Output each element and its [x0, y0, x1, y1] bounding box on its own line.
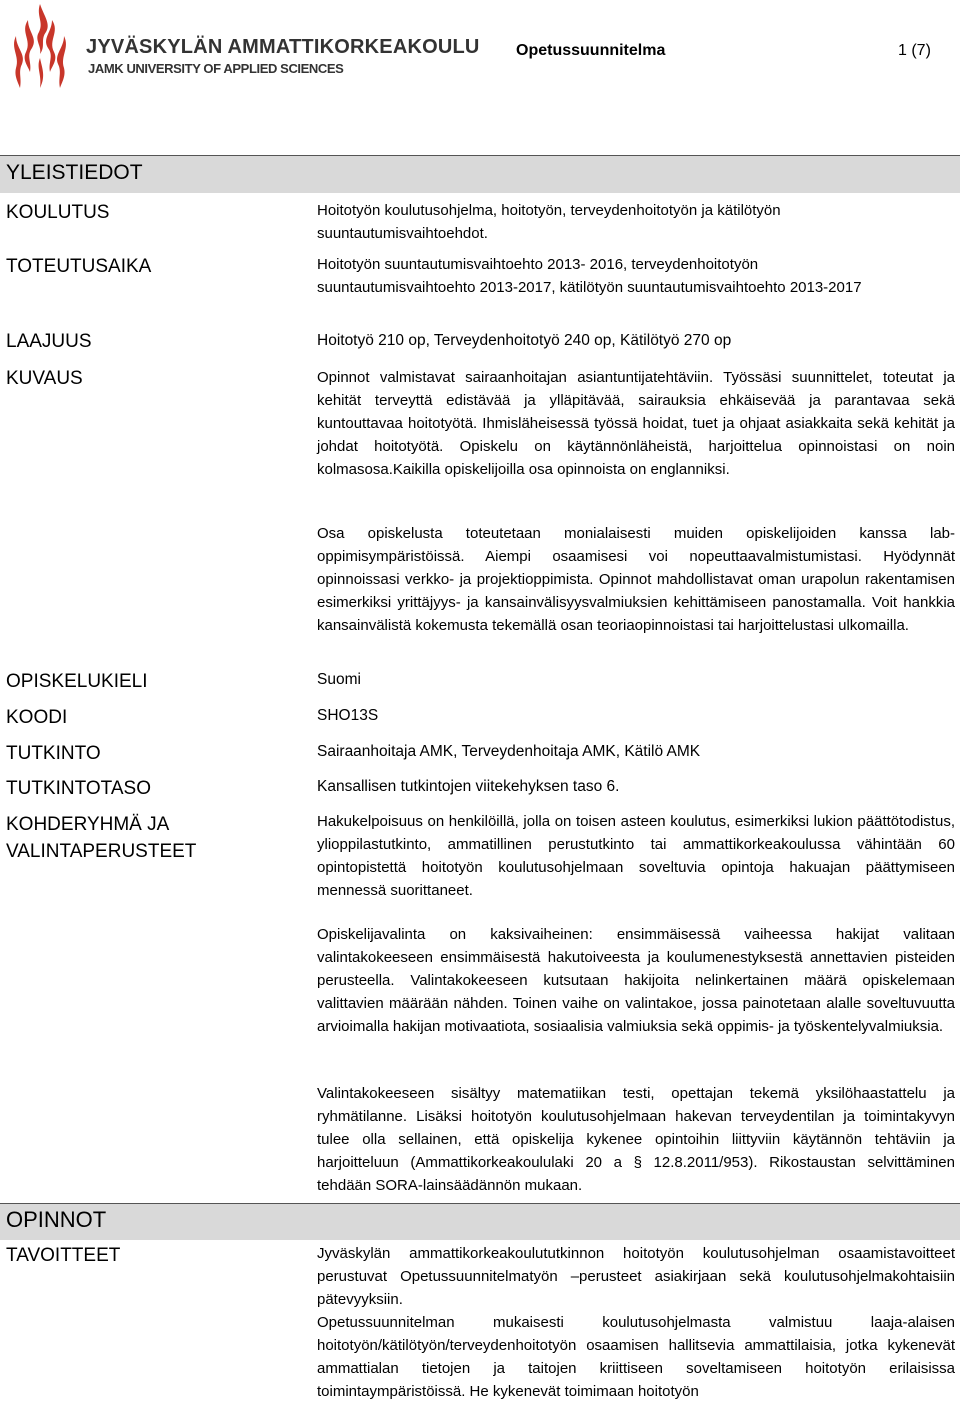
value-kuvaus-p2: Osa opiskelusta toteutetaan monialaisesti muiden opiskelijoiden kanssa lab-oppimisympäristöissä. Aiempi osaamisesi voi nopeuttaavalmistumistasi. Hyödynnät opinnoissasi verkko- ja projektioppimista. Opinnot mahdollistavat oman urapolun rakentamisen esimerkiksi yrittäjyys- ja kansainvälisyysvalmiuksien kehittämiseen panostamalla. Voit hankkia kansainvälistä kokemusta tekemällä osan teoriaopinnoistasi tai harjoittelustasi ulkomailla. [317, 525, 955, 634]
document-title: Opetussuunnitelma [516, 42, 666, 59]
value-kohderyhma-p3: Valintakokeeseen sisältyy matematiikan testi, opettajan tekemä yksilöhaastattelu ja ryhmätilanne. Lisäksi hoitotyön koulutusohjelmaan hakevan terveydentilan ja toimintakyvyn tulee olla sellainen, että opiskelija kykenee opintoihin liittyviin käytännön tehtäviin ja harjoitteluun (Ammattikorkeakoululaki 20 a § 12.8.2011/953). Rikostaustan selvittäminen tehdään SORA-lainsäädännön mukaan. [317, 1085, 955, 1194]
section-heading-studies: OPINNOT [6, 1207, 107, 1232]
label-koodi: KOODI [6, 707, 68, 728]
section-bar-studies [0, 1203, 960, 1240]
label-kuvaus: KUVAUS [6, 368, 83, 389]
section-bar-general [0, 155, 960, 193]
label-opiskelukieli: OPISKELUKIELI [6, 671, 148, 692]
label-koulutus: KOULUTUS [6, 202, 110, 223]
label-kohderyhma: KOHDERYHMÄ JA VALINTAPERUSTEET [6, 814, 197, 862]
label-tavoitteet: TAVOITTEET [6, 1245, 121, 1266]
value-tavoitteet-p2: Opetussuunnitelman mukaisesti koulutusohjelmasta valmistuu laaja-alaisen hoitotyön/kätilötyön/terveydenhoitotyön osaamisen hallitsevia ammattilaisia, jotka kykenevät ammattialan tietojen ja taitojen kriittiseen soveltamiseen hoitotyön erilaisissa toimintaympäristöissä. He kykenevät toimimaan hoitotyön [317, 1314, 955, 1400]
label-tutkintotaso: TUTKINTOTASO [6, 778, 151, 799]
value-tavoitteet-p1: Jyväskylän ammattikorkeakoulututkinnon hoitotyön koulutusohjelman osaamistavoitteet perustuvat Opetussuunnitelmatyön –perusteet asiakirjaan sekä koulutusohjelmakohtaisiin pätevyyksiin. [317, 1245, 955, 1308]
value-laajuus: Hoitotyö 210 op, Terveydenhoitotyö 240 op, Kätilötyö 270 op [317, 332, 732, 349]
value-tutkintotaso: Kansallisen tutkintojen viitekehyksen taso 6. [317, 778, 620, 795]
label-tutkinto: TUTKINTO [6, 743, 101, 764]
page-header [0, 0, 960, 100]
label-laajuus: LAAJUUS [6, 331, 92, 352]
value-kohderyhma-p2: Opiskelijavalinta on kaksivaiheinen: ensimmäisessä vaiheessa hakijat valitaan valintakokeeseen ensimmäisestä hakutoiveesta ja koulumenestyksestä annettavien pisteiden perusteella. Valintakokeeseen kutsutaan hakijoita nelinkertainen määrä opiskelemaan valittavien määrään nähden. Toinen vaihe on valintakoe, jossa painotetaan alalle soveltuvuutta arvioimalla hakijan motivaatiota, sosiaalisia valmiuksia sekä oppimis- ja työskentelyvalmiuksia. [317, 926, 955, 1035]
value-kuvaus-p1: Opinnot valmistavat sairaanhoitajan asiantuntijatehtäviin. Työssäsi suunnittelet, toteutat ja kehität terveyttä edistävää ja ylläpitävää, sairauksia ehkäisevää ja parantavaa sekä kuntouttavaa hoitotyötä. Ihmisläheisessä työssä hoidat, tuet ja ohjaat asiakkaita sekä kehität ja johdat hoitotyötä. Opiskelu on käytännönläheistä, harjoittelua opinnoistasi on noin kolmasosa.Kaikilla opiskelijoilla osa opinnoista on englanniksi. [317, 369, 955, 478]
page-number: 1 (7) [898, 42, 931, 59]
value-toteutusaika: Hoitotyön suuntautumisvaihtoehto 2013- 2016, terveydenhoitotyön suuntautumisvaihtoehto 2013-2017, kätilötyön suuntautumisvaihtoehto 2013-2017 [317, 256, 862, 296]
logo-name-en: JAMK UNIVERSITY OF APPLIED SCIENCES [88, 61, 344, 76]
value-koodi: SHO13S [317, 707, 379, 724]
value-tutkinto: Sairaanhoitaja AMK, Terveydenhoitaja AMK, Kätilö AMK [317, 743, 701, 760]
label-toteutusaika: TOTEUTUSAIKA [6, 256, 152, 277]
flame-logo-icon [6, 2, 74, 90]
value-koulutus: Hoitotyön koulutusohjelma, hoitotyön, terveydenhoitotyön ja kätilötyön suuntautumisvaihtoehdot. [317, 202, 781, 242]
value-kohderyhma-p1: Hakukelpoisuus on henkilöillä, jolla on toisen asteen koulutus, esimerkiksi lukion päättötodistus, ylioppilastutkinto, ammatillinen perustutkinto tai ammattikorkeakoulussa vähintään 60 opintopistettä hoitotyön koulutusohjelmaan soveltuvia opintoja hakuajan päättymiseen mennessä suorittaneet. [317, 813, 955, 899]
logo-name-fi: JYVÄSKYLÄN AMMATTIKORKEAKOULU [86, 36, 480, 58]
section-heading-general: YLEISTIEDOT [6, 161, 143, 184]
value-opiskelukieli: Suomi [317, 671, 361, 688]
